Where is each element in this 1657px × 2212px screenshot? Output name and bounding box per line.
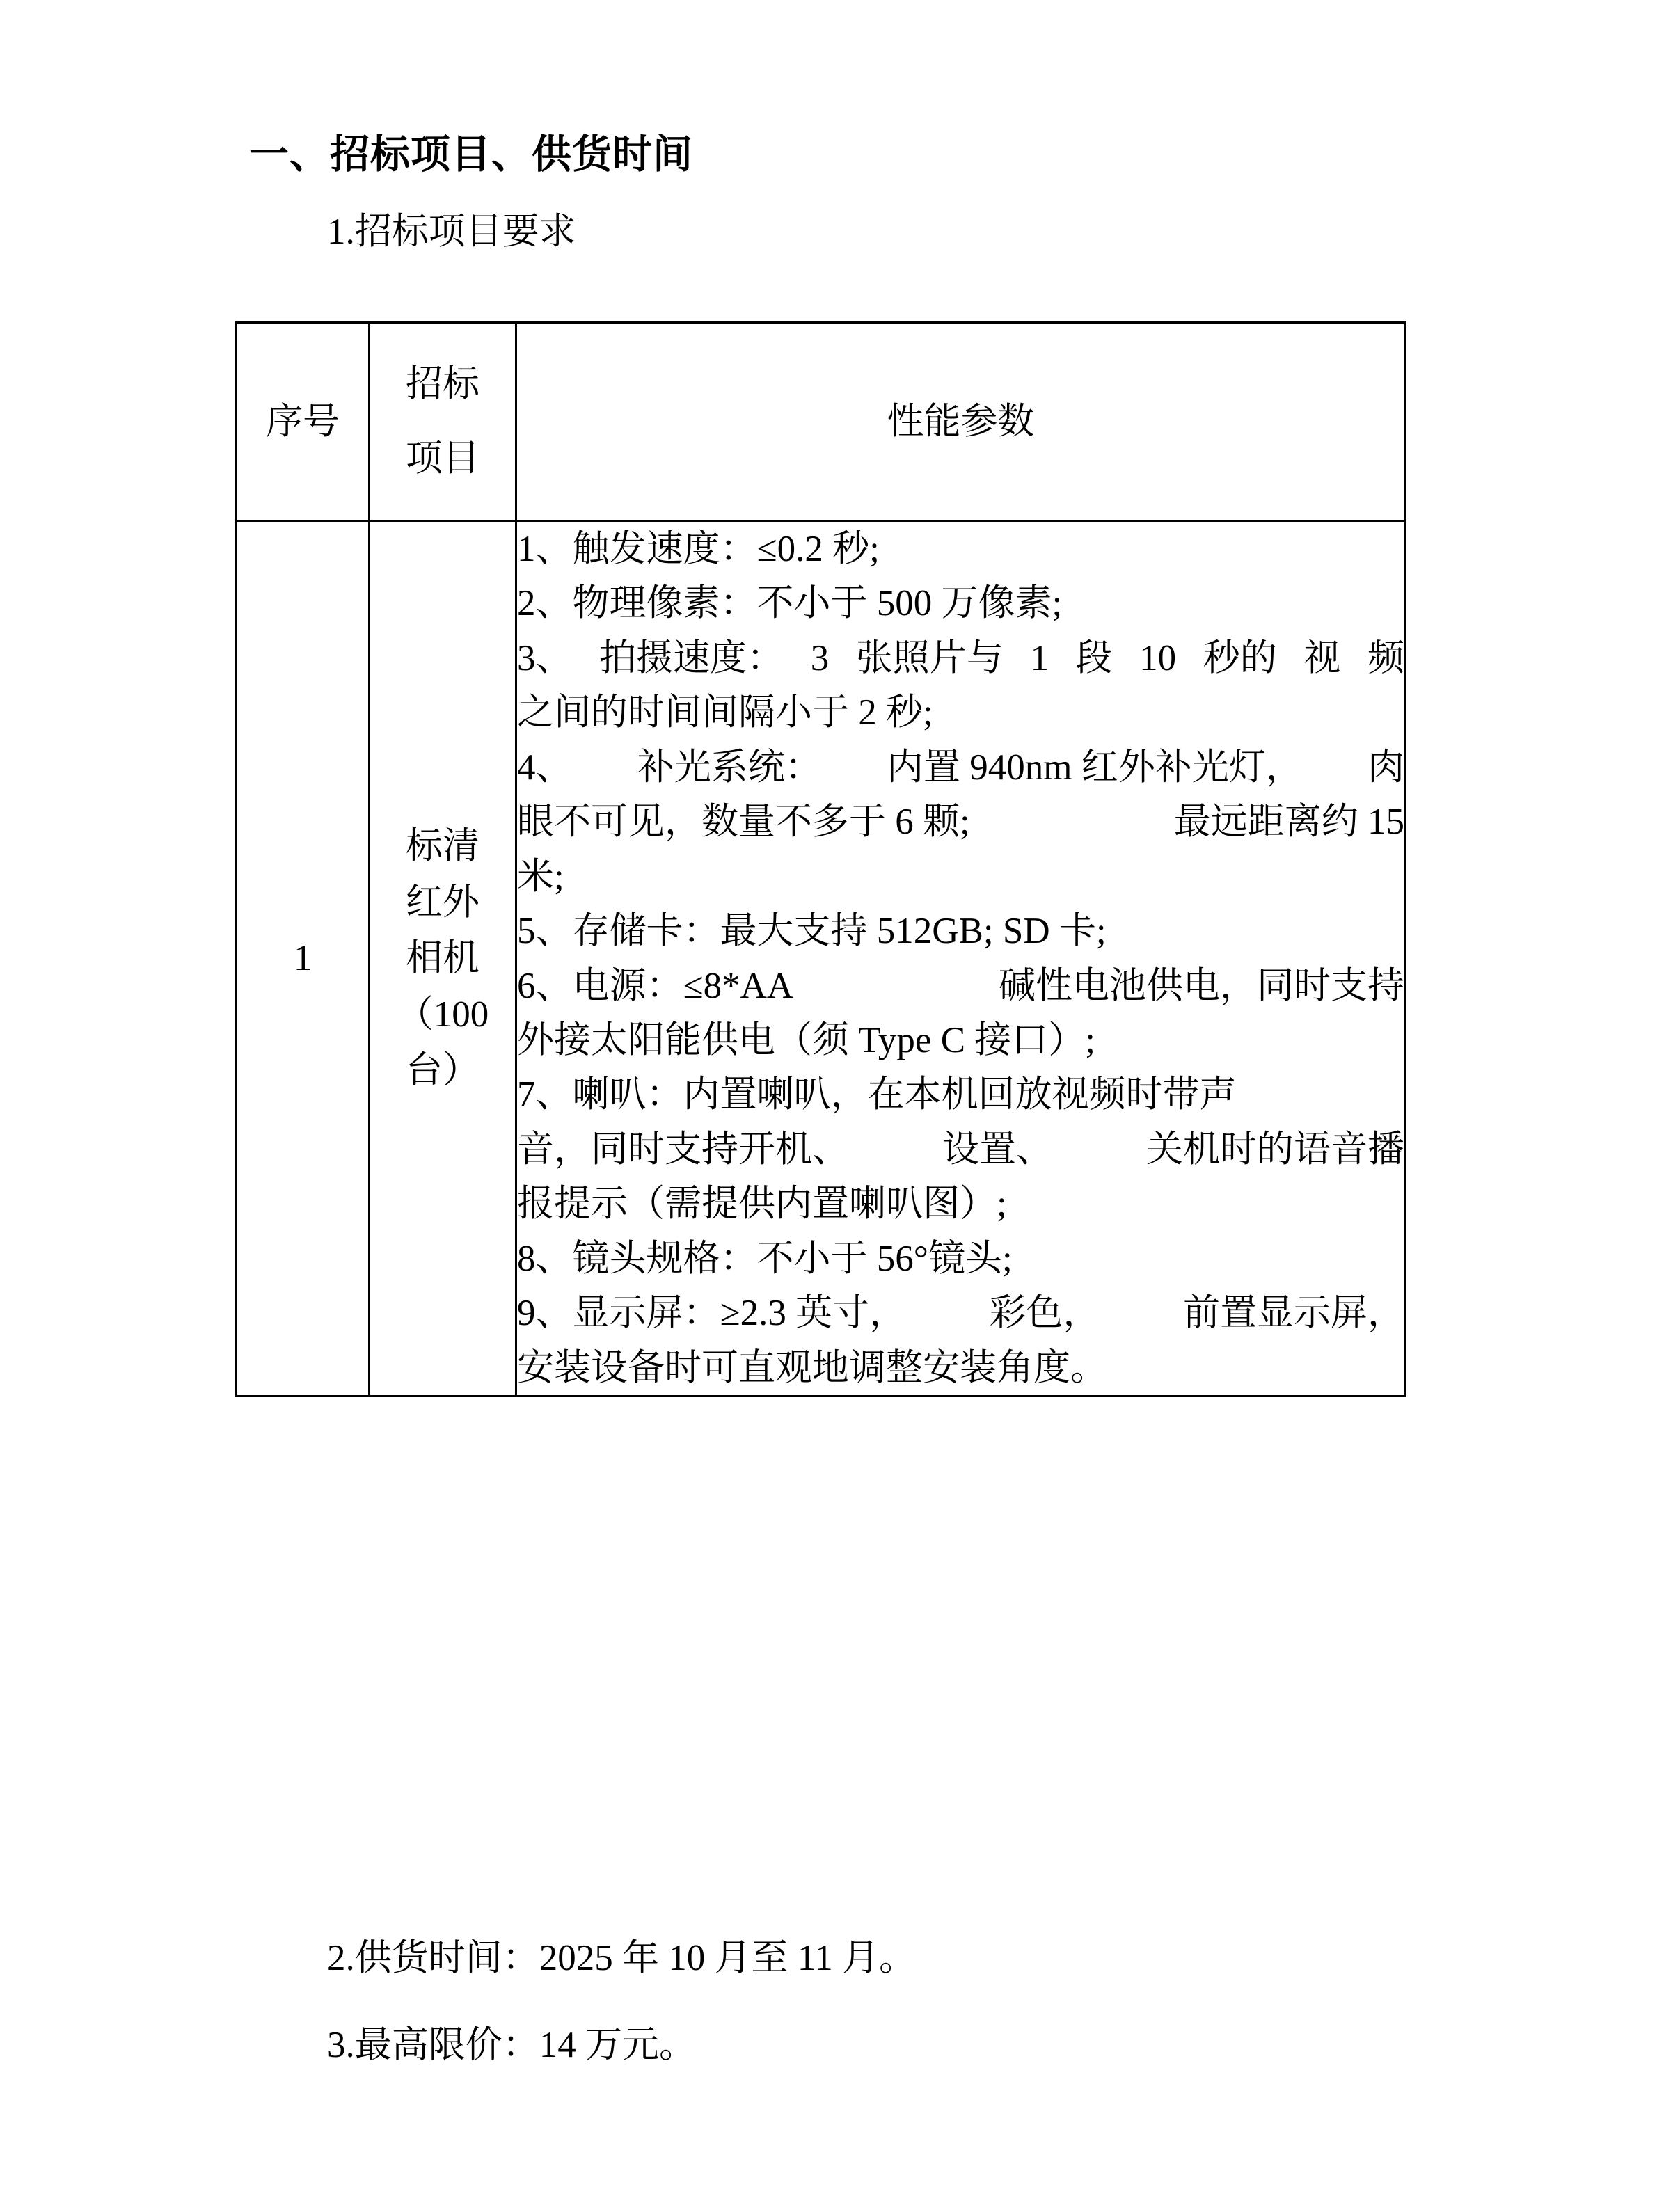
specification-line	[517, 795, 1404, 849]
specification-list	[517, 522, 1404, 1395]
specification-segment: 段	[1075, 637, 1113, 678]
specification-segment: 关机时的语音播	[1146, 1129, 1404, 1170]
specification-segment: 肉	[1367, 747, 1404, 788]
note-price-cap: 3.最高限价：14 万元。	[327, 2025, 696, 2065]
column-header-item-line1: 招标	[406, 363, 479, 404]
specification-line	[517, 1122, 1404, 1177]
specification-segment: 音，同时支持开机、	[517, 1129, 849, 1170]
specification-line: 米;	[517, 856, 564, 897]
specification-line: 5、存储卡：最大支持 512GB; SD 卡;	[517, 911, 1107, 952]
item-name-line-2: 红外	[406, 882, 479, 923]
specification-segment: 碱性电池供电，同时支持	[999, 965, 1404, 1006]
specification-segment: 秒的	[1203, 637, 1277, 678]
specification-segment: 补光系统：	[637, 747, 822, 788]
section-subtitle: 1.招标项目要求	[327, 212, 576, 252]
column-header-sequence-label: 序号	[266, 401, 340, 442]
bid-requirements-table	[235, 321, 1406, 1397]
item-name-stack	[370, 818, 515, 1099]
table-row	[237, 521, 1406, 1397]
table-header-row	[237, 323, 1406, 521]
specification-line	[517, 740, 1404, 795]
specification-segment: 6、电源：≤8*AA	[517, 965, 794, 1006]
cell-sequence-number: 1	[237, 521, 370, 1397]
note-delivery-time: 2.供货时间：2025 年 10 月至 11 月。	[327, 1938, 917, 1978]
specification-line: 安装设备时可直观地调整安装角度。	[517, 1347, 1107, 1388]
specification-segment: 前置显示屏，	[1183, 1293, 1404, 1334]
specification-line	[517, 631, 1404, 685]
specification-segment: 设置、	[942, 1129, 1053, 1170]
specification-line: 之间的时间间隔小于 2 秒;	[517, 692, 933, 733]
specification-segment: 频	[1367, 637, 1404, 678]
cell-specifications	[516, 521, 1406, 1397]
page-title: 一、招标项目、供货时间	[249, 132, 693, 177]
specification-segment: 彩色，	[989, 1293, 1100, 1334]
specification-segment: 9、显示屏：≥2.3 英寸，	[517, 1293, 907, 1334]
specification-segment: 1	[1030, 637, 1049, 678]
specification-line: 1、触发速度：≤0.2 秒;	[517, 529, 880, 569]
specification-line	[517, 1286, 1404, 1340]
cell-item-name	[370, 521, 516, 1397]
specification-segment: 张照片与	[855, 637, 1004, 678]
specification-segment: 4、	[517, 747, 573, 788]
item-name-line-3: 相机	[406, 938, 479, 979]
specification-segment: 最远距离约 15	[1173, 802, 1404, 843]
item-name-line-5: 台）	[406, 1050, 479, 1091]
specification-segment: 视	[1303, 637, 1341, 678]
specification-segment: 拍摄速度：	[599, 637, 784, 678]
specification-segment: 10	[1139, 637, 1177, 678]
column-header-specification-label: 性能参数	[887, 401, 1035, 442]
specification-line: 8、镜头规格：不小于 56°镜头;	[517, 1238, 1013, 1279]
specification-segment: 3	[810, 637, 830, 678]
item-name-line-4: （100	[396, 994, 489, 1035]
specification-segment: 内置 940nm 红外补光灯，	[887, 747, 1303, 788]
specification-line: 7、喇叭：内置喇叭，在本机回放视频时带声	[517, 1074, 1237, 1115]
item-name-line-1: 标清	[406, 826, 479, 867]
specification-line: 2、物理像素：不小于 500 万像素;	[517, 583, 1063, 624]
specification-line	[517, 959, 1404, 1013]
column-header-item-line2: 项目	[406, 438, 479, 479]
specification-line: 外接太阳能供电（须 Type C 接口）;	[517, 1019, 1096, 1060]
specification-segment: 3、	[517, 637, 573, 678]
column-header-sequence	[237, 323, 370, 521]
column-header-item	[370, 323, 516, 521]
specification-segment: 眼不可见，数量不多于 6 颗;	[517, 802, 970, 843]
specification-line: 报提示（需提供内置喇叭图）;	[517, 1184, 1007, 1225]
column-header-specification	[516, 323, 1406, 521]
